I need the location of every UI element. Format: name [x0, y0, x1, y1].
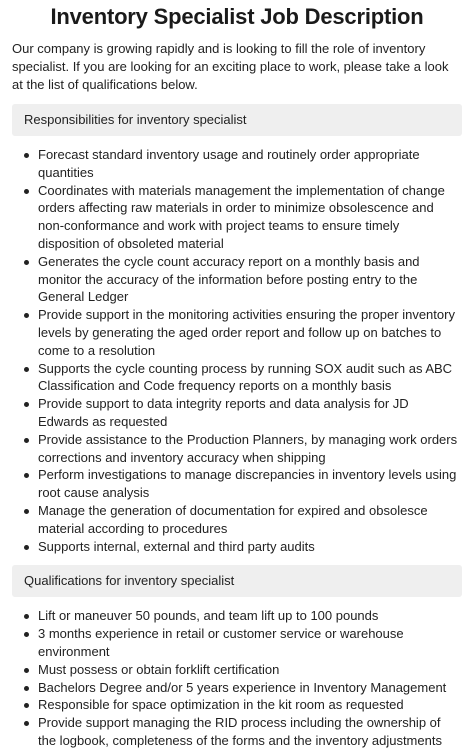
list-item: Lift or maneuver 50 pounds, and team lift up to 100 pounds: [38, 607, 462, 625]
list-item: Manage the generation of documentation for expired and obsolesce material according to procedures: [38, 502, 462, 538]
list-item: 3 months experience in retail or customer service or warehouse environment: [38, 625, 462, 661]
list-item: Perform investigations to manage discrepancies in inventory levels using root cause analysis: [38, 466, 462, 502]
list-item: Must possess or obtain forklift certification: [38, 661, 462, 679]
qualifications-heading: Qualifications for inventory specialist: [12, 565, 462, 597]
list-item: Provide support in the monitoring activities ensuring the proper inventory levels by generating the aged order report and follow up on batches to come to a resolution: [38, 306, 462, 359]
intro-paragraph: Our company is growing rapidly and is looking to fill the role of inventory specialist. If you are looking for an exciting place to work, please take a look at the list of qualifications below.: [12, 41, 449, 92]
list-item: Forecast standard inventory usage and routinely order appropriate quantities: [38, 146, 462, 182]
list-item: Bachelors Degree and/or 5 years experience in Inventory Management: [38, 679, 462, 697]
list-item: Provide support to data integrity reports and data analysis for JD Edwards as requested: [38, 395, 462, 431]
page-title: Inventory Specialist Job Description: [50, 4, 424, 29]
list-item: Provide support managing the RID process including the ownership of the logbook, completeness of the forms and the inventory adjustments: [38, 714, 462, 750]
list-item: Supports the cycle counting process by running SOX audit such as ABC Classification and Code frequency reports on a monthly basis: [38, 360, 462, 396]
list-item: Provide assistance to the Production Planners, by managing work orders corrections and inventory accuracy when shipping: [38, 431, 462, 467]
responsibilities-heading: Responsibilities for inventory specialist: [12, 104, 462, 136]
list-item: Supports internal, external and third party audits: [38, 538, 462, 556]
list-item: Generates the cycle count accuracy report on a monthly basis and monitor the accuracy of the information before posting entry to the General Ledger: [38, 253, 462, 306]
list-item: Coordinates with materials management the implementation of change orders affecting raw materials in order to minimize obsolescence and non-conformance and work with project teams to ensure timely disposition of obsoleted material: [38, 182, 462, 253]
qualifications-list: [12, 607, 462, 749]
list-item: Responsible for space optimization in the kit room as requested: [38, 696, 462, 714]
responsibilities-list: [12, 146, 462, 555]
